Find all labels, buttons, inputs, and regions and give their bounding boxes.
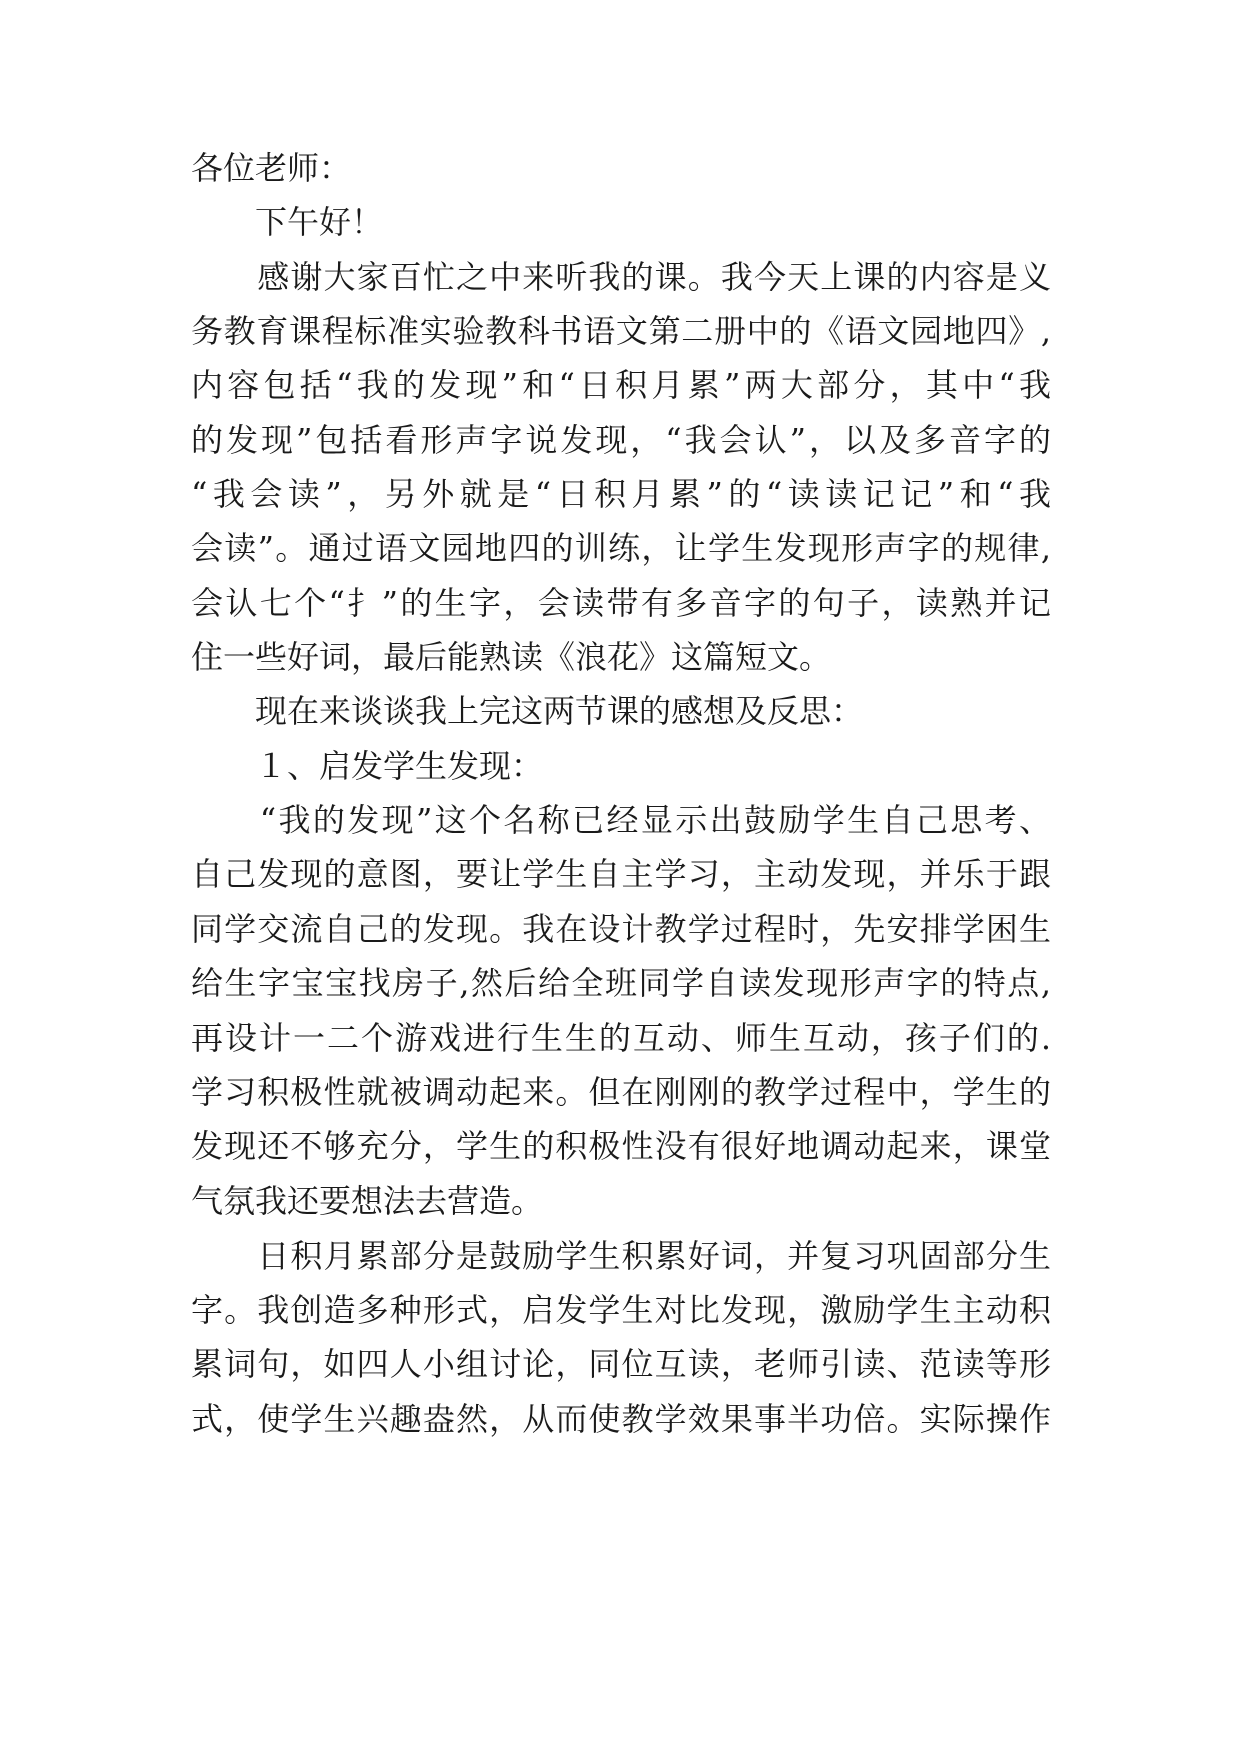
salutation-line: 各位老师： [191, 149, 352, 187]
paragraph-line: 式，使学生兴趣盎然，从而使教学效果事半功倍。实际操作 [191, 1400, 1051, 1438]
paragraph-line: 同学交流自己的发现。我在设计教学过程时，先安排学困生 [191, 910, 1051, 948]
paragraph-line: 务教育课程标准实验教科书语文第二册中的《语文园地四》, [191, 312, 1051, 350]
paragraph-line: 感谢大家百忙之中来听我的课。我今天上课的内容是义 [191, 258, 1051, 296]
paragraph-line: 字。我创造多种形式，启发学生对比发现，激励学生主动积 [191, 1291, 1051, 1329]
paragraph-line: 会认七个“扌”的生字，会读带有多音字的句子，读熟并记 [191, 584, 1051, 622]
paragraph-line: 现在来谈谈我上完这两节课的感想及反思： [191, 692, 864, 730]
paragraph-line: 学习积极性就被调动起来。但在刚刚的教学过程中，学生的 [191, 1073, 1051, 1111]
greeting-line: 下午好！ [191, 203, 384, 241]
paragraph-line: “我会读”，另外就是“日积月累”的“读读记记”和“我 [191, 475, 1051, 513]
paragraph-line: 会读”。通过语文园地四的训练，让学生发现形声字的规律, [191, 529, 1051, 567]
section-heading: １、启发学生发现： [191, 747, 544, 785]
paragraph-line: 住一些好词，最后能熟读《浪花》这篇短文。 [191, 638, 832, 676]
paragraph-line: 日积月累部分是鼓励学生积累好词，并复习巩固部分生 [191, 1237, 1051, 1275]
paragraph-line: 内容包括“我的发现”和“日积月累”两大部分，其中“我 [191, 366, 1051, 404]
paragraph-line: 累词句，如四人小组讨论，同位互读，老师引读、范读等形 [191, 1345, 1051, 1383]
paragraph-line: 自己发现的意图，要让学生自主学习，主动发现，并乐于跟 [191, 855, 1051, 893]
paragraph-line: 给生字宝宝找房子,然后给全班同学自读发现形声字的特点, [191, 964, 1051, 1002]
paragraph-line: 气氛我还要想法去营造。 [191, 1182, 544, 1220]
paragraph-line: “我的发现”这个名称已经显示出鼓励学生自己思考、 [191, 801, 1051, 839]
paragraph-line: 发现还不够充分，学生的积极性没有很好地调动起来，课堂 [191, 1127, 1051, 1165]
paragraph-line: 再设计一二个游戏进行生生的互动、师生互动，孩子们的. [191, 1019, 1051, 1057]
paragraph-line: 的发现”包括看形声字说发现，“我会认”，以及多音字的 [191, 421, 1051, 459]
